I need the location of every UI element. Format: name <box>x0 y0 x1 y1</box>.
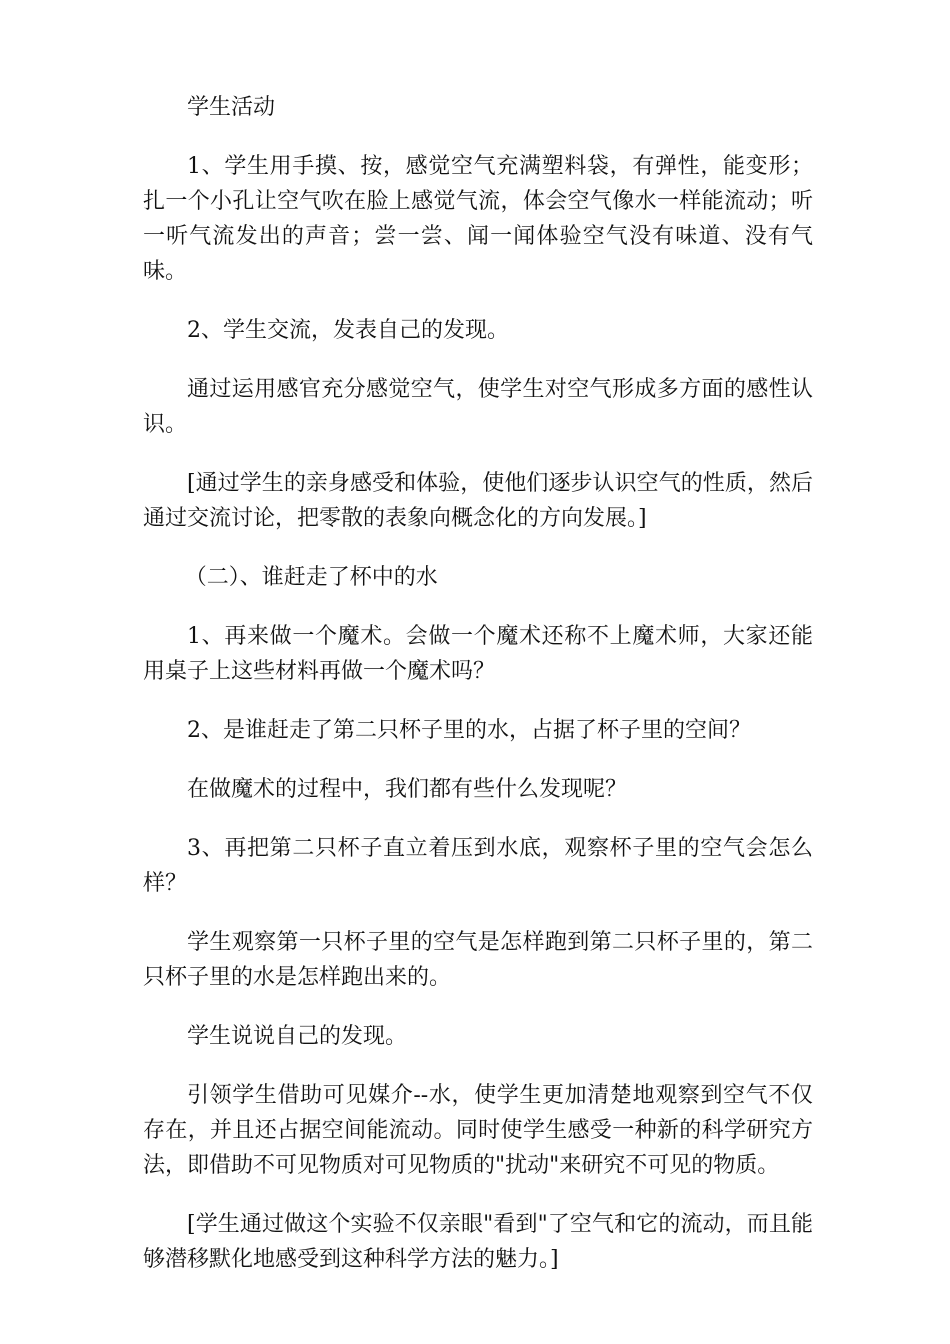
paragraph-note-2: [学生通过做这个实验不仅亲眼"看到"了空气和它的流动，而且能够潜移默化地感受到这种科学方法的魅力。] <box>143 1212 813 1272</box>
paragraph-magic-3: 3、再把第二只杯子直立着压到水底，观察杯子里的空气会怎么样？ <box>143 836 813 896</box>
document-body <box>143 90 813 1301</box>
paragraph-magic-2: 2、是谁赶走了第二只杯子里的水，占据了杯子里的空间？ <box>187 718 751 743</box>
paragraph-senses: 通过运用感官充分感觉空气，使学生对空气形成多方面的感性认识。 <box>143 377 813 437</box>
paragraph-discovery-question: 在做魔术的过程中，我们都有些什么发现呢？ <box>187 777 628 802</box>
paragraph-activity-2: 2、学生交流，发表自己的发现。 <box>187 318 509 343</box>
paragraph-medium: 引领学生借助可见媒介--水，使学生更加清楚地观察到空气不仅存在，并且还占据空间能流动。同时使学生感受一种新的科学研究方法，即借助不可见物质对可见物质的"扰动"来研究不可见的物质。 <box>143 1083 813 1178</box>
paragraph-observe: 学生观察第一只杯子里的空气是怎样跑到第二只杯子里的，第二只杯子里的水是怎样跑出来的。 <box>143 930 813 990</box>
paragraph-activity-heading: 学生活动 <box>187 95 276 120</box>
paragraph-share: 学生说说自己的发现。 <box>187 1024 408 1049</box>
paragraph-note-1: [通过学生的亲身感受和体验，使他们逐步认识空气的性质，然后通过交流讨论，把零散的表象向概念化的方向发展。] <box>143 471 813 531</box>
paragraph-magic-1: 1、再来做一个魔术。会做一个魔术还称不上魔术师，大家还能用桌子上这些材料再做一个魔术吗？ <box>143 624 813 684</box>
paragraph-activity-1: 1、学生用手摸、按，感觉空气充满塑料袋，有弹性，能变形；扎一个小孔让空气吹在脸上感觉气流，体会空气像水一样能流动；听一听气流发出的声音；尝一尝、闻一闻体验空气没有味道、没有气味。 <box>143 154 813 284</box>
section-heading-2: （二）、谁赶走了杯中的水 <box>184 565 438 590</box>
